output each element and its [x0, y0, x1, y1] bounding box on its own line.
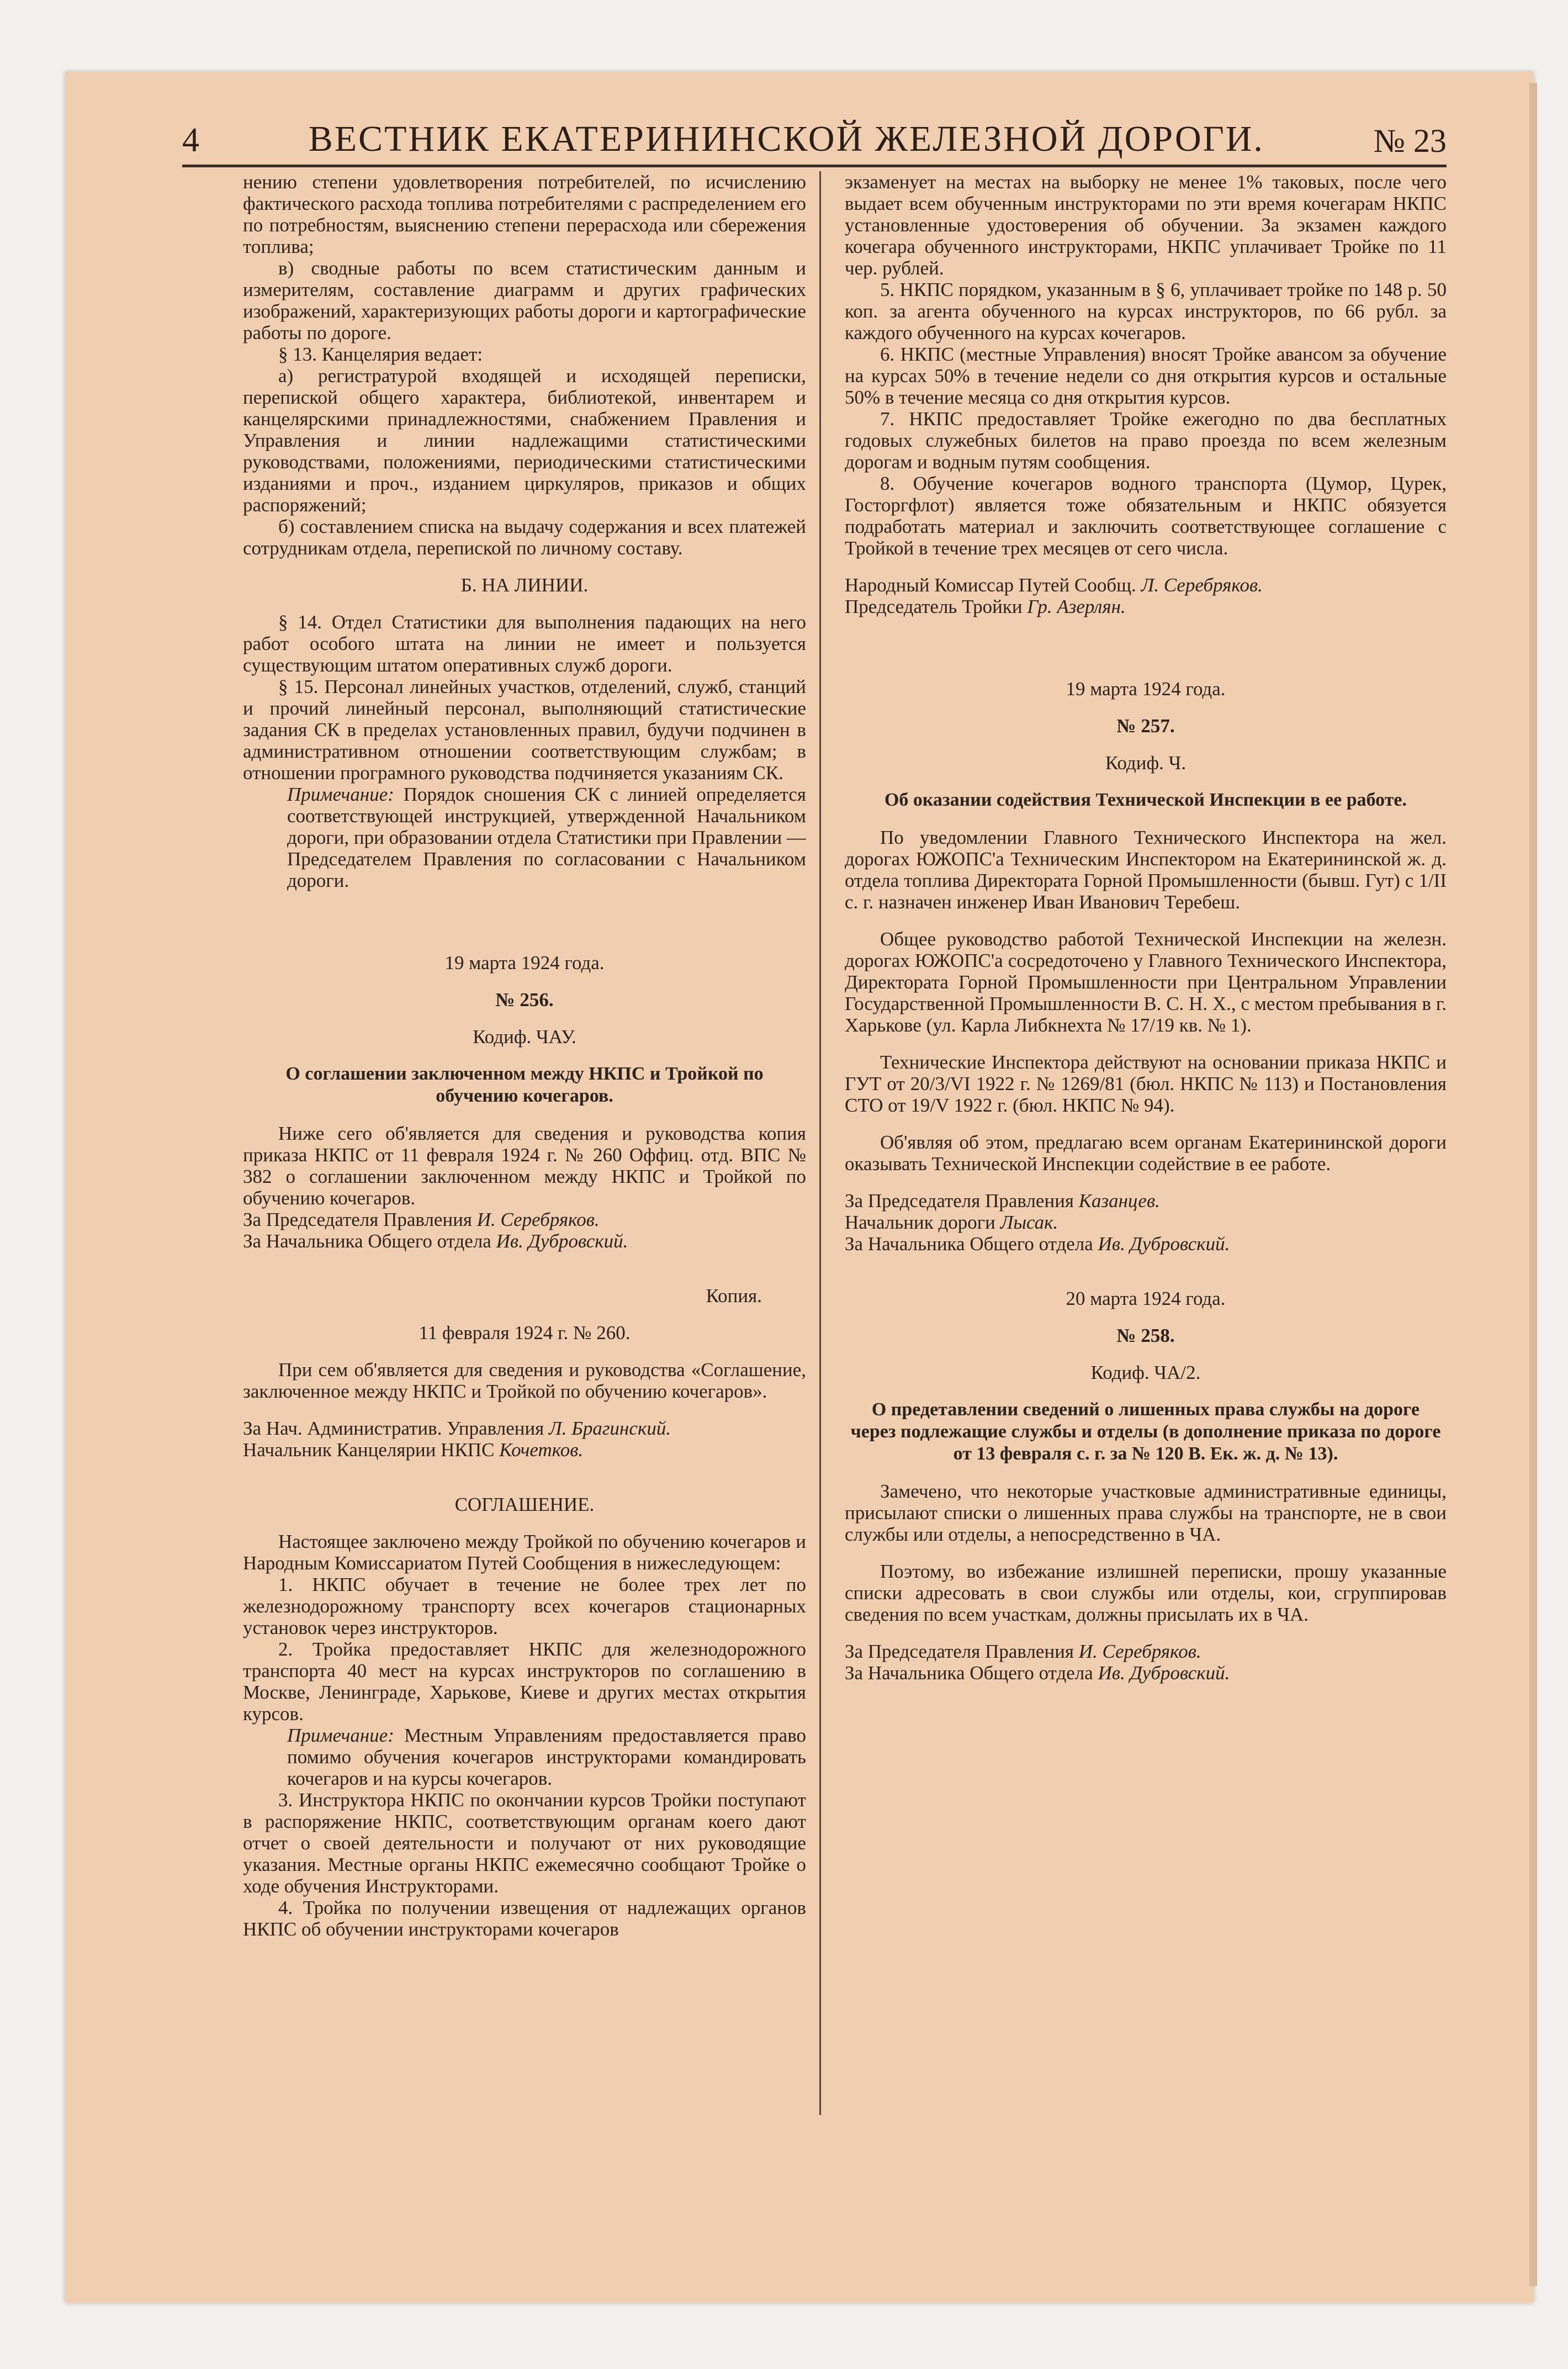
paragraph: 3. Инструктора НКПС по окончании курсов Тройки поступают в распоряжение НКПС, соответствующим органам коего дают отчет о своей деятельности и получают от них руководящие указания. Местные органы НКПС ежемесячно сообщают Тройке о ходе обучения Инструкторами. — [243, 1789, 806, 1897]
signature-name: Л. Брагинский. — [549, 1418, 671, 1439]
copy-date: 11 февраля 1924 г. № 260. — [419, 1322, 631, 1344]
signature-role: Начальник дороги — [845, 1212, 1000, 1233]
paragraph: Об'являя об этом, предлагаю всем органам Екатерининской дороги оказывать Технической Инспекции содействие в ее работе. — [845, 1131, 1447, 1175]
paragraph: 6. НКПС (местные Управления) вносят Тройке авансом за обучение на курсах 50% в течение недели со дня открытия курсов и остальные 50% в течение месяца со дня открытия курсов. — [845, 343, 1447, 408]
signature — [845, 1662, 1447, 1684]
agreement-heading: СОГЛАШЕНИЕ. — [454, 1494, 595, 1515]
order-date: 20 марта 1924 года. — [1066, 1288, 1226, 1309]
left-column — [243, 171, 806, 2137]
signature-name: И. Серебряков. — [476, 1209, 600, 1230]
section-heading: Б. НА ЛИНИИ. — [460, 574, 589, 596]
signature — [845, 596, 1447, 617]
paragraph: 7. НКПС предоставляет Тройке ежегодно по два бесплатных годовых служебных билетов на право проезда по всем железным дорогам и водным путям сообщения. — [845, 408, 1447, 473]
signature — [243, 1439, 806, 1461]
signature-name: И. Серебряков. — [1078, 1641, 1201, 1662]
order-code: Кодиф. ЧАУ. — [473, 1026, 576, 1048]
signature-role: За Председателя Правления — [243, 1209, 477, 1230]
right-column — [845, 171, 1447, 2137]
signature — [845, 1190, 1447, 1212]
note-text: Местным Управлениям предоставляется право помимо обучения кочегаров инструкторами командировать кочегаров и на курсы кочегаров. — [287, 1725, 806, 1789]
order-code: Кодиф. Ч. — [1105, 752, 1186, 774]
signature-name: Гр. Азерлян. — [1027, 596, 1126, 617]
order-number: № 258. — [1116, 1325, 1175, 1346]
signature — [845, 574, 1447, 596]
order-date: 19 марта 1924 года. — [1066, 678, 1226, 700]
order-number: № 256. — [495, 989, 554, 1011]
order-title: О предетавлении сведений о лишенных права службы на дороге через подлежащие службы и отделы (в дополнение приказа по дороге от 13 февраля с. г. за № 120 В. Ек. ж. д. № 13). — [850, 1399, 1441, 1464]
paragraph: в) сводные работы по всем статистическим данным и измерителям, составление диаграмм и других графических изображений, характеризующих работы дороги и картографические работы по дороге. — [243, 257, 806, 343]
paragraph: 4. Тройка по получении извещения от надлежащих органов НКПС об обучении инструкторами кочегаров — [243, 1897, 806, 1940]
page-header — [182, 99, 1447, 160]
note — [243, 784, 806, 891]
paragraph: Ниже сего об'является для сведения и руководства копия приказа НКПС от 11 февраля 1924 г. № 260 Оффиц. отд. ВПС № 382 о соглашении заключенном между НКПС и Тройкой по обучению кочегаров. — [243, 1123, 806, 1209]
order-title: Об оказании содействия Технической Инспекции в ее работе. — [884, 790, 1407, 810]
next-page-edge — [1529, 83, 1537, 2286]
signature-role: Начальник Канцелярии НКПС — [243, 1439, 500, 1461]
signature-role: За Председателя Правления — [845, 1641, 1079, 1662]
issue-number: № 23 — [1373, 123, 1447, 159]
signature-name: Казанцев. — [1078, 1190, 1160, 1212]
order-date: 19 марта 1924 года. — [444, 952, 605, 974]
order-title: О соглашении заключенном между НКПС и Тройкой по обучению кочегаров. — [285, 1064, 764, 1106]
signature — [243, 1209, 806, 1230]
paragraph: Технические Инспектора действуют на основании приказа НКПС и ГУТ от 20/3/VI 1922 г. № 1269/81 (бюл. НКПС № 113) и Постановления СТО от 19/V 1922 г. (бюл. НКПС № 94). — [845, 1051, 1447, 1116]
signature — [845, 1212, 1447, 1233]
signature-name: Ив. Дубровский. — [496, 1230, 628, 1252]
paragraph: б) составлением списка на выдачу содержания и всех платежей сотрудникам отдела, перепиской по личному составу. — [243, 516, 806, 559]
note-label: Примечание: — [287, 1725, 394, 1746]
column-divider — [819, 171, 821, 2115]
page-number: 4 — [182, 121, 199, 159]
paragraph: нению степени удовлетворения потребителей, по исчислению фактического расхода топлива потребителями с распределением его по потребностям, выяснению степени перерасхода или сбережения топлива; — [243, 171, 806, 257]
paragraph: 2. Тройка предоставляет НКПС для железнодорожного транспорта 40 мест на курсах инструкторов по соглашению в Москве, Ленинграде, Харькове, Киеве и других местах открытия курсов. — [243, 1638, 806, 1725]
paragraph: Поэтому, во избежание излишней переписки, прошу указанные списки адресовать в свои службы или отделы, кои, сгруппировав сведения по всем участкам, должны присылать их в ЧА. — [845, 1561, 1447, 1625]
paragraph: При сем об'является для сведения и руководства «Соглашение, заключенное между НКПС и Тройкой по обучению кочегаров». — [243, 1359, 806, 1402]
paragraph: § 15. Персонал линейных участков, отделений, служб, станций и прочий линейный персонал, выполняющий статистические задания СК в пределах установленных правил, будучи подчинен в административном отношении соответствующим службам; в отношении програмного руководства подчиняется указаниям СК. — [243, 676, 806, 784]
signature-name: Л. Серебряков. — [1141, 574, 1263, 596]
paragraph: Общее руководство работой Технической Инспекции на железн. дорогах ЮЖОПС'а сосредоточено у Главного Технического Инспектора, Директората Горной Промышленности при Центральном Управлении Государственной Промышленности В. С. Н. Х., с местом пребывания в г. Харькове (ул. Карла Либкнехта № 17/19 кв. № 1). — [845, 928, 1447, 1036]
paragraph: § 14. Отдел Статистики для выполнения падающих на него работ особого штата на линии не имеет и пользуется существующим штатом оперативных служб дороги. — [243, 611, 806, 676]
signature — [243, 1418, 806, 1439]
signature-name: Кочетков. — [499, 1439, 584, 1461]
paragraph: Настоящее заключено между Тройкой по обучению кочегаров и Народным Комиссариатом Путей Сообщения в нижеследующем: — [243, 1531, 806, 1574]
signature-role: За Нач. Административ. Управления — [243, 1418, 549, 1439]
order-code: Кодиф. ЧА/2. — [1090, 1362, 1201, 1383]
paragraph: § 13. Канцелярия ведает: — [278, 343, 483, 365]
paragraph: 8. Обучение кочегаров водного транспорта (Цумор, Цурек, Госторгфлот) является тоже обязательным и НКПС обязуется подработать материал и заключить соответствующее соглашение с Тройкой в течение трех месяцев от сего числа. — [845, 473, 1447, 559]
signature-name: Ив. Дубровский. — [1098, 1662, 1230, 1684]
signature-role: За Начальника Общего отдела — [845, 1233, 1098, 1255]
signature — [845, 1233, 1447, 1255]
paragraph: экзаменует на местах на выборку не менее 1% таковых, после чего выдает всем обученным инструкторами по эти время кочегарам НКПС установленные удостоверения об обучении. За экзамен каждого кочегара обученного инструкторами, НКПС уплачивает Тройке по 11 чер. рублей. — [845, 171, 1447, 279]
paragraph: По уведомлении Главного Технического Инспектора на жел. дорогах ЮЖОПС'а Техническим Инспектором на Екатерининской ж. д. отдела топлива Директората Горной Промышленности (бывш. Гут) с 1/II с. г. назначен инженер Иван Иванович Теребеш. — [845, 827, 1447, 913]
signature — [243, 1230, 806, 1252]
note-label: Примечание: — [287, 784, 394, 805]
order-number: № 257. — [1116, 715, 1175, 737]
signature-name: Ив. Дубровский. — [1098, 1233, 1230, 1255]
signature-role: Председатель Тройки — [845, 596, 1027, 617]
paragraph: а) регистратурой входящей и исходящей переписки, перепиской общего характера, библиотекой, инвентарем и канцелярскими принадлежностями, снабжением Правления и Управления и линии надлежащими статистическими руководствами, положениями, периодическими статистическими изданиями и проч., изданием циркуляров, приказов и общих распоряжений; — [243, 365, 806, 516]
header-rule — [182, 165, 1447, 167]
signature-name: Лысак. — [1000, 1212, 1058, 1233]
paragraph: Замечено, что некоторые участковые административные единицы, присылают списки о лишенных права службы на транспорте, не в свои службы или отделы, а непосредственно в ЧА. — [845, 1480, 1447, 1545]
signature — [845, 1641, 1447, 1662]
note-text: Порядок сношения СК с линией определяется соответствующей инструкцией, утвержденной Начальником дороги, при образовании отдела Статистики при Правлении — Председателем Правления по согласовании с Начальником дороги. — [287, 784, 806, 891]
signature-role: За Председателя Правления — [845, 1190, 1079, 1212]
signature-role: За Начальника Общего отдела — [845, 1662, 1098, 1684]
signature-role: За Начальника Общего отдела — [243, 1230, 496, 1252]
newspaper-title: ВЕСТНИК ЕКАТЕРИНИНСКОЙ ЖЕЛЕЗНОЙ ДОРОГИ. — [308, 119, 1264, 159]
copy-label: Копия. — [706, 1285, 762, 1307]
paragraph: 1. НКПС обучает в течение не более трех лет по железнодорожному транспорту всех кочегаров стационарных установок через инструкторов. — [243, 1574, 806, 1638]
paragraph: 5. НКПС порядком, указанным в § 6, уплачивает тройке по 148 р. 50 коп. за агента обученного на курсах инструкторов, по 66 рубл. за каждого обученного на курсах кочегаров. — [845, 279, 1447, 343]
note — [243, 1725, 806, 1789]
signature-role: Народный Комиссар Путей Сообщ. — [845, 574, 1141, 596]
